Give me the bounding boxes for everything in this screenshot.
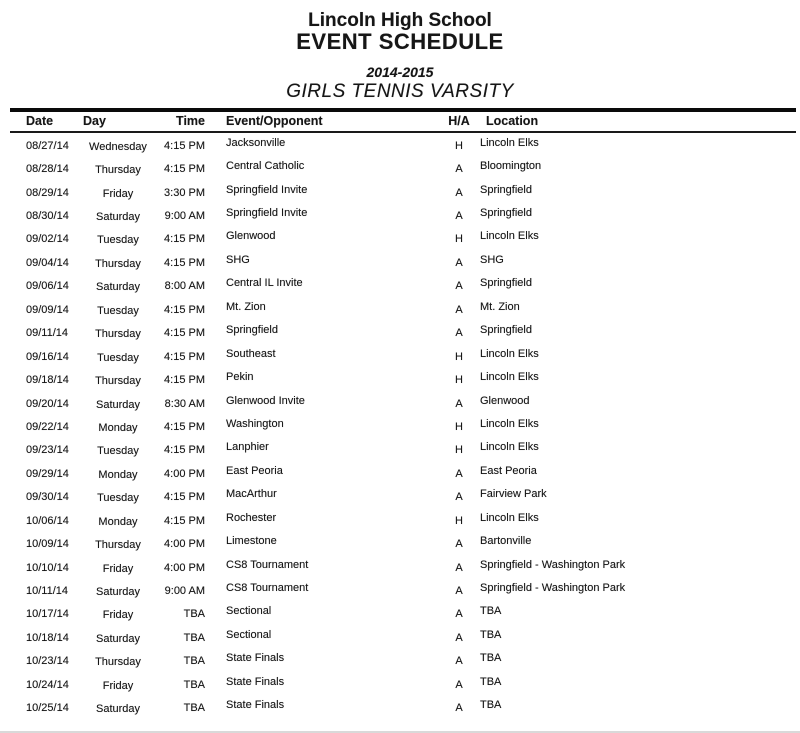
- cell-time: 4:15 PM: [164, 444, 205, 457]
- cell-time: 4:00 PM: [164, 538, 205, 551]
- table-row: [0, 486, 800, 509]
- cell-time: 4:15 PM: [164, 491, 205, 504]
- cell-location: East Peoria: [480, 464, 537, 477]
- cell-location: Lincoln Elks: [480, 441, 539, 454]
- cell-day: Saturday: [95, 281, 141, 294]
- cell-time: 9:00 AM: [164, 585, 205, 598]
- cell-event-opponent: Central IL Invite: [226, 277, 303, 290]
- cell-date: 09/29/14: [26, 467, 69, 480]
- document-title: EVENT SCHEDULE: [296, 29, 504, 54]
- cell-time: TBA: [183, 631, 205, 644]
- table-row: [0, 204, 800, 227]
- table-row: [0, 532, 800, 555]
- cell-date: 10/18/14: [26, 631, 69, 644]
- cell-event-opponent: CS8 Tournament: [226, 558, 309, 571]
- col-header-event-opponent: Event/Opponent: [226, 113, 323, 128]
- table-row: [0, 134, 800, 157]
- cell-day: Saturday: [95, 211, 141, 224]
- schedule-table-body: [0, 134, 800, 720]
- table-row: [0, 251, 800, 274]
- cell-event-opponent: State Finals: [226, 699, 285, 712]
- cell-day: Friday: [102, 679, 134, 692]
- cell-home-away: H: [455, 374, 463, 387]
- cell-location: Lincoln Elks: [480, 511, 539, 524]
- cell-location: Lincoln Elks: [480, 371, 539, 384]
- cell-home-away: A: [455, 303, 463, 316]
- cell-date: 09/22/14: [26, 420, 69, 433]
- col-header-time: Time: [176, 113, 205, 128]
- cell-event-opponent: State Finals: [226, 652, 285, 665]
- col-header-home-away: H/A: [448, 113, 470, 128]
- cell-date: 08/28/14: [26, 163, 69, 176]
- cell-location: Springfield: [480, 277, 532, 290]
- cell-date: 09/06/14: [26, 280, 69, 293]
- cell-time: 3:30 PM: [164, 186, 205, 199]
- cell-location: Lincoln Elks: [480, 417, 539, 430]
- cell-date: 10/10/14: [26, 561, 69, 574]
- table-row: [0, 181, 800, 204]
- table-row: [0, 275, 800, 298]
- page-bottom-edge: [0, 731, 800, 733]
- cell-event-opponent: Springfield: [226, 324, 278, 337]
- cell-location: Lincoln Elks: [480, 347, 539, 360]
- cell-event-opponent: Rochester: [226, 511, 277, 524]
- cell-day: Tuesday: [97, 445, 139, 458]
- cell-event-opponent: Sectional: [226, 628, 272, 641]
- cell-day: Saturday: [95, 586, 141, 599]
- table-row: [0, 579, 800, 602]
- cell-day: Friday: [102, 609, 134, 622]
- cell-home-away: A: [455, 655, 463, 668]
- cell-location: Springfield: [480, 324, 532, 337]
- cell-event-opponent: Limestone: [226, 535, 277, 548]
- cell-event-opponent: MacArthur: [226, 488, 277, 501]
- cell-event-opponent: Washington: [226, 417, 284, 430]
- cell-day: Friday: [102, 562, 134, 575]
- cell-date: 10/17/14: [26, 608, 69, 621]
- cell-location: Fairview Park: [480, 488, 547, 501]
- cell-home-away: A: [455, 702, 463, 715]
- cell-home-away: A: [455, 280, 463, 293]
- cell-event-opponent: Southeast: [226, 347, 276, 360]
- cell-time: 9:00 AM: [164, 210, 205, 223]
- cell-date: 10/24/14: [26, 678, 69, 691]
- cell-time: 4:15 PM: [164, 350, 205, 363]
- cell-time: 4:15 PM: [164, 420, 205, 433]
- cell-date: 09/18/14: [26, 374, 69, 387]
- table-row: [0, 650, 800, 673]
- table-row: [0, 345, 800, 368]
- cell-time: 4:15 PM: [164, 139, 205, 152]
- table-row: [0, 697, 800, 720]
- cell-home-away: A: [455, 608, 463, 621]
- cell-event-opponent: Glenwood Invite: [226, 394, 305, 407]
- cell-location: TBA: [480, 699, 502, 712]
- cell-time: 4:15 PM: [164, 163, 205, 176]
- cell-event-opponent: CS8 Tournament: [226, 582, 309, 595]
- cell-home-away: A: [455, 585, 463, 598]
- cell-day: Tuesday: [97, 234, 139, 247]
- cell-time: 8:00 AM: [164, 280, 205, 293]
- cell-date: 09/16/14: [26, 350, 69, 363]
- cell-location: TBA: [480, 652, 502, 665]
- cell-home-away: H: [455, 514, 463, 527]
- cell-location: Lincoln Elks: [480, 230, 539, 243]
- cell-date: 10/11/14: [26, 585, 69, 598]
- table-row: [0, 298, 800, 321]
- cell-time: 4:00 PM: [164, 561, 205, 574]
- col-header-day: Day: [83, 113, 106, 128]
- cell-location: Springfield - Washington Park: [480, 558, 626, 571]
- cell-time: 4:15 PM: [164, 256, 205, 269]
- table-row: [0, 626, 800, 649]
- cell-location: TBA: [480, 628, 502, 641]
- table-row: [0, 673, 800, 696]
- cell-event-opponent: Central Catholic: [226, 160, 305, 173]
- cell-day: Thursday: [95, 656, 141, 669]
- cell-day: Friday: [102, 187, 134, 200]
- cell-location: Bartonville: [480, 535, 532, 548]
- table-row: [0, 228, 800, 251]
- cell-day: Monday: [98, 421, 138, 434]
- cell-time: 4:00 PM: [164, 467, 205, 480]
- cell-location: TBA: [480, 605, 502, 618]
- cell-time: 4:15 PM: [164, 514, 205, 527]
- cell-event-opponent: Springfield Invite: [226, 183, 308, 196]
- cell-location: Springfield: [480, 183, 532, 196]
- cell-time: 4:15 PM: [164, 327, 205, 340]
- cell-home-away: A: [455, 561, 463, 574]
- team-name: GIRLS TENNIS VARSITY: [286, 81, 514, 102]
- table-row: [0, 439, 800, 462]
- cell-date: 10/09/14: [26, 538, 69, 551]
- cell-time: TBA: [183, 655, 205, 668]
- cell-time: TBA: [183, 702, 205, 715]
- cell-date: 10/06/14: [26, 514, 69, 527]
- cell-time: 4:15 PM: [164, 233, 205, 246]
- cell-date: 09/02/14: [26, 233, 69, 246]
- cell-home-away: A: [455, 678, 463, 691]
- cell-day: Thursday: [95, 164, 141, 177]
- cell-home-away: H: [455, 420, 463, 433]
- season-years: 2014-2015: [366, 64, 434, 80]
- table-row: [0, 157, 800, 180]
- cell-day: Tuesday: [97, 492, 139, 505]
- table-row: [0, 322, 800, 345]
- cell-home-away: A: [455, 491, 463, 504]
- cell-home-away: A: [455, 467, 463, 480]
- cell-time: 8:30 AM: [164, 397, 205, 410]
- cell-home-away: H: [455, 233, 463, 246]
- cell-home-away: A: [455, 327, 463, 340]
- table-row: [0, 603, 800, 626]
- cell-day: Wednesday: [89, 140, 147, 153]
- cell-home-away: A: [455, 397, 463, 410]
- cell-location: Lincoln Elks: [480, 136, 539, 149]
- cell-location: Mt. Zion: [480, 300, 520, 313]
- cell-event-opponent: Pekin: [226, 371, 254, 384]
- cell-home-away: H: [455, 350, 463, 363]
- cell-home-away: A: [455, 631, 463, 644]
- cell-event-opponent: SHG: [226, 253, 250, 266]
- cell-home-away: A: [455, 163, 463, 176]
- table-row: [0, 368, 800, 391]
- cell-date: 08/29/14: [26, 186, 69, 199]
- cell-day: Monday: [98, 515, 138, 528]
- col-header-location: Location: [486, 113, 539, 128]
- cell-location: TBA: [480, 675, 502, 688]
- cell-date: 10/23/14: [26, 655, 69, 668]
- cell-day: Thursday: [95, 375, 141, 388]
- table-row: [0, 509, 800, 532]
- cell-location: Glenwood: [480, 394, 530, 407]
- cell-date: 09/09/14: [26, 303, 69, 316]
- table-row: [0, 415, 800, 438]
- cell-day: Tuesday: [97, 351, 139, 364]
- cell-day: Thursday: [95, 328, 141, 341]
- cell-home-away: A: [455, 538, 463, 551]
- col-header-date: Date: [26, 113, 54, 128]
- cell-day: Saturday: [95, 703, 141, 716]
- cell-time: TBA: [183, 608, 205, 621]
- cell-location: Springfield - Washington Park: [480, 582, 626, 595]
- cell-date: 08/27/14: [26, 139, 69, 152]
- cell-event-opponent: State Finals: [226, 675, 285, 688]
- cell-day: Saturday: [95, 398, 141, 411]
- cell-day: Tuesday: [97, 304, 139, 317]
- school-name: Lincoln High School: [308, 10, 492, 31]
- cell-date: 08/30/14: [26, 210, 69, 223]
- cell-day: Thursday: [95, 539, 141, 552]
- cell-date: 09/20/14: [26, 397, 69, 410]
- cell-date: 09/23/14: [26, 444, 69, 457]
- cell-event-opponent: Springfield Invite: [226, 207, 308, 220]
- cell-date: 09/30/14: [26, 491, 69, 504]
- table-header-row: [0, 111, 800, 130]
- cell-home-away: A: [455, 186, 463, 199]
- table-row: [0, 462, 800, 485]
- cell-event-opponent: East Peoria: [226, 464, 283, 477]
- cell-time: TBA: [183, 678, 205, 691]
- cell-day: Monday: [98, 468, 138, 481]
- cell-day: Thursday: [95, 257, 141, 270]
- cell-home-away: H: [455, 444, 463, 457]
- cell-event-opponent: Lanphier: [226, 441, 269, 454]
- cell-home-away: H: [455, 139, 463, 152]
- cell-date: 09/04/14: [26, 256, 69, 269]
- cell-time: 4:15 PM: [164, 303, 205, 316]
- cell-event-opponent: Jacksonville: [226, 136, 286, 149]
- cell-event-opponent: Glenwood: [226, 230, 276, 243]
- cell-date: 10/25/14: [26, 702, 69, 715]
- cell-date: 09/11/14: [26, 327, 69, 340]
- table-row: [0, 392, 800, 415]
- cell-day: Saturday: [95, 632, 141, 645]
- cell-home-away: A: [455, 256, 463, 269]
- table-row: [0, 556, 800, 579]
- cell-location: Bloomington: [480, 160, 542, 173]
- cell-time: 4:15 PM: [164, 374, 205, 387]
- cell-home-away: A: [455, 210, 463, 223]
- cell-location: SHG: [480, 253, 504, 266]
- cell-location: Springfield: [480, 207, 532, 220]
- header-bottom-rule: [10, 131, 796, 133]
- cell-event-opponent: Mt. Zion: [226, 300, 266, 313]
- cell-event-opponent: Sectional: [226, 605, 272, 618]
